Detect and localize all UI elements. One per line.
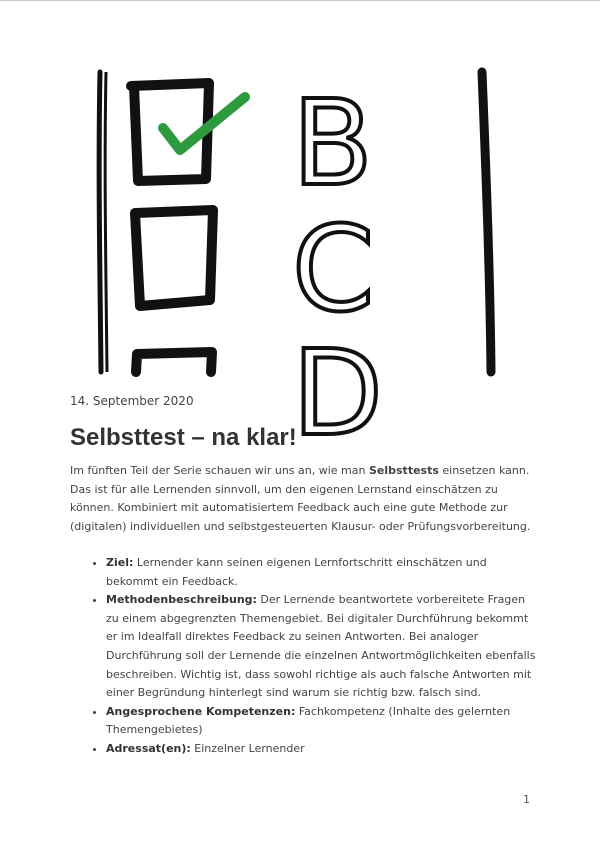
page-number: 1 bbox=[523, 793, 530, 806]
method-details-list bbox=[70, 554, 540, 759]
article-date: 14. September 2020 bbox=[70, 394, 194, 408]
list-item-label: Angesprochene Kompetenzen: bbox=[106, 704, 296, 718]
intro-text: Im fünften Teil der Serie schauen wir uns an, wie man bbox=[70, 464, 369, 477]
list-item-label: Ziel: bbox=[106, 556, 134, 569]
intro-text: einsetzen kann. Das ist für alle Lernenden sinnvoll, um den eigenen Lernstand einschätzen zu können. Kombiniert mit automatisiertem Feedback auch eine gute Methode zur (digitalen) individuellen und selbstgesteuerten Klausur- oder Prüfungsvorbereitung. bbox=[70, 464, 531, 533]
list-item-text: Lernender kann seinen eigenen Lernfortschritt einschätzen und bekommt ein Feedback. bbox=[106, 556, 487, 588]
list-item-competencies bbox=[106, 703, 540, 740]
letter-b: B bbox=[292, 74, 373, 212]
letter-c: C bbox=[292, 200, 375, 338]
list-item-method bbox=[106, 591, 540, 703]
letter-d: D bbox=[292, 324, 383, 462]
list-item-label: Adressat(en): bbox=[106, 741, 191, 755]
article-title: Selbsttest – na klar! bbox=[70, 424, 297, 451]
list-item-label: Methodenbeschreibung: bbox=[106, 593, 257, 607]
list-item-text: Einzelner Lernender bbox=[190, 741, 305, 755]
answer-letters bbox=[292, 74, 383, 462]
list-item-audience bbox=[106, 740, 540, 759]
article-intro bbox=[70, 462, 535, 536]
left-border-line bbox=[105, 72, 107, 372]
left-border-line bbox=[99, 72, 101, 372]
page-top-rule bbox=[0, 0, 600, 1]
list-item-text: Fachkompetenz (Inhalte des gelernten Themengebietes) bbox=[106, 704, 511, 737]
list-item-text: Der Lernende beantwortete vorbereitete Fragen zu einem abgegrenzten Themengebiet. Bei digitaler Durchführung bekommt er im Idealfall direktes Feedback zu seinen Antworten. Bei analoger Durchführung soll der Lernende die einzelnen Antwortmöglichkeiten ebenfalls beschreiben. Wichtig ist, dass sowohl richtige als auch falsche Antworten mit einer Begründung hinterlegt sind warum sie richtig bzw. falsch sind. bbox=[106, 593, 536, 700]
intro-bold-term: Selbsttests bbox=[368, 464, 439, 477]
list-item-goal bbox=[106, 554, 540, 591]
